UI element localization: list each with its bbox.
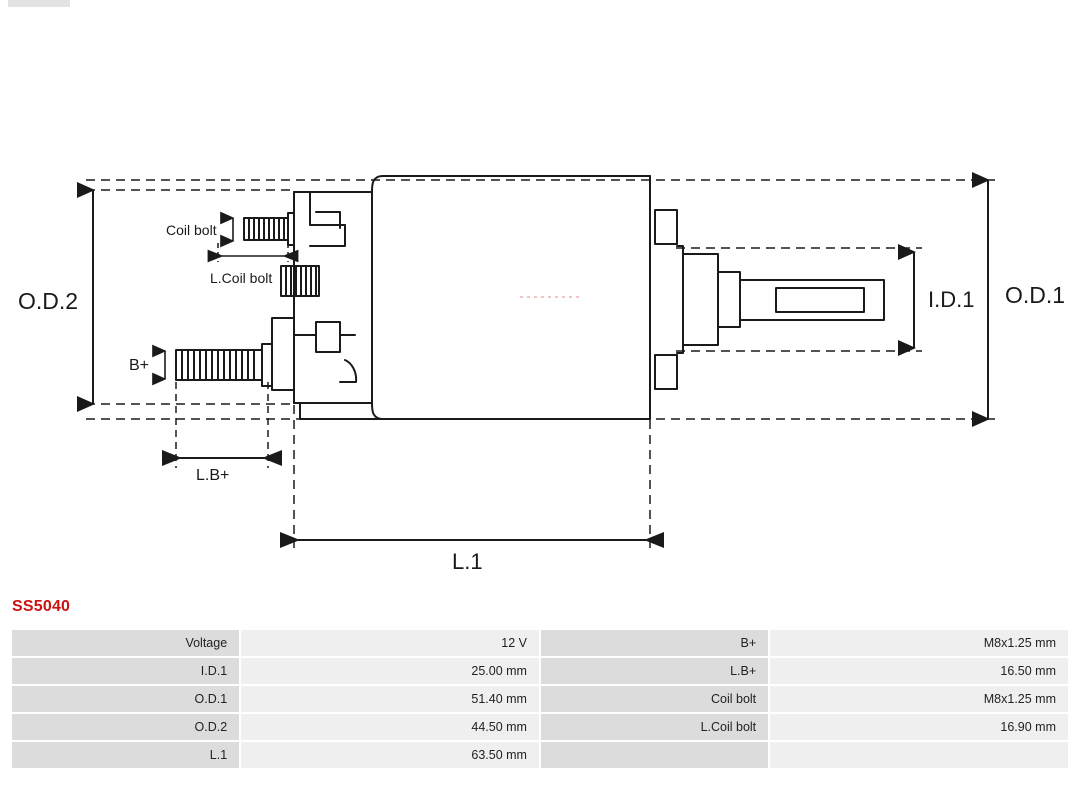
label-od1: O.D.1 — [1005, 282, 1066, 308]
spec-value: 51.40 mm — [241, 686, 539, 712]
spec-value: M8x1.25 mm — [770, 686, 1068, 712]
spec-label: L.Coil bolt — [541, 714, 768, 740]
label-coil-bolt: Coil bolt — [166, 222, 217, 238]
label-od2: O.D.2 — [18, 288, 79, 314]
spec-value: 16.90 mm — [770, 714, 1068, 740]
table-row — [12, 658, 1068, 684]
spec-label: Voltage — [12, 630, 239, 656]
spec-value: 25.00 mm — [241, 658, 539, 684]
label-id1: I.D.1 — [928, 287, 975, 312]
spec-value: 44.50 mm — [241, 714, 539, 740]
spec-label: L.1 — [12, 742, 239, 768]
specifications-table — [10, 628, 1070, 770]
table-row — [12, 630, 1068, 656]
spec-label: O.D.1 — [12, 686, 239, 712]
spec-label: I.D.1 — [12, 658, 239, 684]
spec-label: L.B+ — [541, 658, 768, 684]
table-row — [12, 686, 1068, 712]
spec-label: B+ — [541, 630, 768, 656]
table-row — [12, 742, 1068, 768]
spec-label-empty — [541, 742, 768, 768]
spec-label: Coil bolt — [541, 686, 768, 712]
spec-value: 63.50 mm — [241, 742, 539, 768]
part-number: SS5040 — [12, 598, 71, 615]
label-l1: L.1 — [452, 549, 483, 574]
label-l-coil-bolt: L.Coil bolt — [210, 270, 273, 286]
spec-value: 16.50 mm — [770, 658, 1068, 684]
label-bplus: B+ — [129, 357, 150, 374]
spec-value: 12 V — [241, 630, 539, 656]
table-row — [12, 714, 1068, 740]
spec-label: O.D.2 — [12, 714, 239, 740]
label-lbplus: L.B+ — [196, 467, 230, 484]
spec-value: M8x1.25 mm — [770, 630, 1068, 656]
spec-value-empty — [770, 742, 1068, 768]
